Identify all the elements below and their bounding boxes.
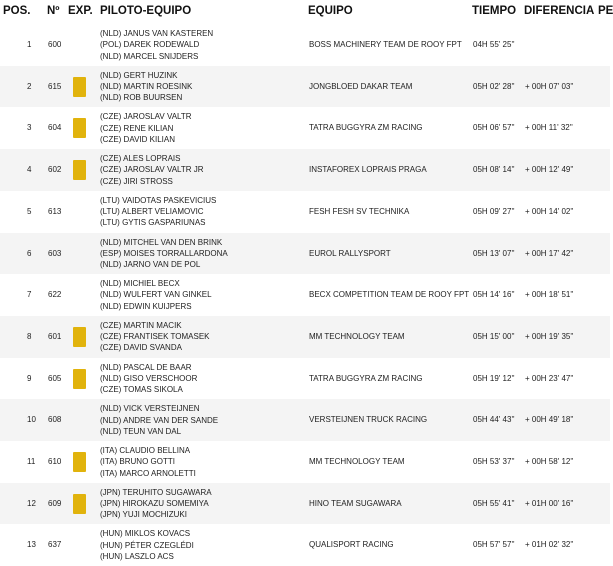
pilot-name: (CZE) TOMAS SIKOLA — [100, 385, 183, 395]
difference-cell: + 01H 02' 32'' — [525, 540, 574, 550]
pilot-name: (CZE) JAROSLAV VALTR — [100, 112, 192, 122]
pilot-name: (CZE) DAVID KILIAN — [100, 134, 175, 144]
pilot-name: (CZE) MARTIN MACIK — [100, 320, 182, 330]
table-row — [0, 399, 610, 441]
position-cell: 9 — [27, 373, 32, 383]
team-cell: TATRA BUGGYRA ZM RACING — [309, 123, 423, 133]
pilot-name: (CZE) JIRI STROSS — [100, 176, 173, 186]
pilot-name: (ESP) MOISES TORRALLARDONA — [100, 248, 228, 258]
number-cell: 601 — [48, 331, 62, 341]
pilot-name: (NLD) PASCAL DE BAAR — [100, 362, 192, 372]
header-exp: EXP. — [68, 5, 93, 17]
pilot-name: (NLD) GISO VERSCHOOR — [100, 373, 198, 383]
header-diff: DIFERENCIA — [524, 5, 595, 17]
difference-cell: + 00H 07' 03'' — [525, 81, 574, 91]
team-cell: FESH FESH SV TECHNIKA — [309, 206, 410, 216]
pilot-name: (NLD) ROB BUURSEN — [100, 93, 183, 103]
time-cell: 05H 44' 43'' — [473, 415, 515, 425]
pilot-name: (NLD) ANDRE VAN DER SANDE — [100, 415, 219, 425]
position-cell: 12 — [27, 498, 36, 508]
team-cell: HINO TEAM SUGAWARA — [309, 498, 402, 508]
pilot-name: (LTU) ALBERT VELIAMOVIC — [100, 207, 204, 217]
table-row — [0, 233, 610, 275]
pilot-name: (NLD) JARNO VAN DE POL — [100, 260, 201, 270]
table-row — [0, 191, 610, 233]
pilot-list — [100, 445, 196, 479]
pilot-name: (CZE) FRANTISEK TOMASEK — [100, 332, 210, 342]
pilot-name: (NLD) WULFERT VAN GINKEL — [100, 290, 212, 300]
number-cell: 604 — [48, 123, 62, 133]
time-cell: 05H 08' 14'' — [473, 165, 515, 175]
header-num: Nº — [47, 5, 60, 17]
time-cell: 05H 53' 37'' — [473, 457, 515, 466]
experience-badge-icon — [73, 77, 86, 97]
difference-cell: + 00H 12' 49'' — [525, 165, 574, 175]
pilot-name: (NLD) MITCHEL VAN DEN BRINK — [100, 237, 223, 247]
position-cell: 3 — [27, 123, 32, 133]
difference-cell: + 00H 18' 51'' — [525, 290, 574, 300]
team-cell: BECX COMPETITION TEAM DE ROOY FPT — [309, 290, 470, 300]
position-cell: 4 — [27, 165, 32, 175]
number-cell: 615 — [48, 81, 62, 91]
pilot-name: (ITA) CLAUDIO BELLINA — [100, 446, 191, 455]
pilot-list — [100, 70, 192, 104]
pilot-list — [100, 320, 210, 354]
time-cell: 05H 14' 16'' — [473, 290, 515, 300]
position-cell: 8 — [27, 331, 32, 341]
pilot-list — [100, 28, 213, 62]
table-row — [0, 358, 610, 400]
time-cell: 05H 15' 00'' — [473, 331, 515, 341]
pilot-name: (CZE) RENE KILIAN — [100, 123, 174, 133]
team-cell: INSTAFOREX LOPRAIS PRAGA — [309, 165, 427, 175]
table-row — [0, 274, 610, 316]
table-row — [0, 24, 610, 66]
difference-cell: + 00H 58' 12'' — [525, 457, 574, 466]
table-row — [0, 524, 610, 566]
pilot-list — [100, 403, 218, 437]
number-cell: 637 — [48, 540, 62, 550]
number-cell: 608 — [48, 415, 62, 425]
difference-cell: + 00H 23' 47'' — [525, 373, 574, 383]
team-cell: TATRA BUGGYRA ZM RACING — [309, 373, 423, 383]
table-header — [0, 0, 613, 22]
pilot-name: (ITA) MARCO ARNOLETTI — [100, 468, 196, 478]
table-row — [0, 483, 610, 525]
team-cell: BOSS MACHINERY TEAM DE ROOY FPT — [309, 40, 462, 49]
pilot-name: (NLD) TEUN VAN DAL — [100, 426, 182, 436]
number-cell: 603 — [48, 248, 62, 258]
pilot-name: (HUN) PÉTER CZEGLÉDI — [100, 540, 194, 550]
position-cell: 11 — [27, 457, 36, 466]
difference-cell: + 01H 00' 16'' — [525, 498, 574, 508]
table-row — [0, 66, 610, 108]
pilot-name: (CZE) JAROSLAV VALTR JR — [100, 165, 204, 175]
pilot-list — [100, 237, 228, 271]
number-cell: 600 — [48, 40, 62, 49]
header-team: EQUIPO — [308, 5, 353, 17]
time-cell: 05H 57' 57'' — [473, 540, 515, 550]
pilot-name: (LTU) GYTIS GASPARIUNAS — [100, 218, 206, 228]
pilot-name: (CZE) DAVID SVANDA — [100, 343, 182, 353]
time-cell: 05H 55' 41'' — [473, 498, 515, 508]
position-cell: 10 — [27, 415, 36, 425]
number-cell: 609 — [48, 498, 62, 508]
position-cell: 13 — [27, 540, 36, 550]
pilot-name: (POL) DAREK RODEWALD — [100, 40, 200, 50]
pilot-name: (NLD) MARTIN ROESINK — [100, 81, 193, 91]
table-row — [0, 107, 610, 149]
experience-badge-icon — [73, 327, 86, 347]
pilot-name: (LTU) VAIDOTAS PASKEVICIUS — [100, 195, 217, 205]
pilot-name: (NLD) VICK VERSTEIJNEN — [100, 404, 200, 414]
position-cell: 5 — [27, 206, 32, 216]
position-cell: 2 — [27, 81, 32, 91]
pilot-name: (NLD) GERT HUZINK — [100, 70, 178, 80]
pilot-name: (NLD) MICHIEL BECX — [100, 279, 180, 289]
experience-badge-icon — [73, 160, 86, 180]
pilot-name: (CZE) ALES LOPRAIS — [100, 154, 181, 164]
experience-badge-icon — [73, 118, 86, 138]
header-extra: PE — [598, 5, 613, 17]
pilot-name: (JPN) TERUHITO SUGAWARA — [100, 487, 212, 497]
difference-cell: + 00H 11' 32'' — [525, 123, 573, 133]
number-cell: 605 — [48, 373, 62, 383]
time-cell: 05H 19' 12'' — [473, 373, 515, 383]
position-cell: 6 — [27, 248, 32, 258]
experience-badge-icon — [73, 452, 86, 472]
difference-cell: + 00H 19' 35'' — [525, 331, 574, 341]
header-time: TIEMPO — [472, 5, 517, 17]
table-row — [0, 441, 610, 483]
difference-cell: + 00H 49' 18'' — [525, 415, 574, 425]
header-pilot: PILOTO-EQUIPO — [100, 5, 192, 17]
pilot-name: (JPN) HIROKAZU SOMEMIYA — [100, 498, 209, 508]
number-cell: 610 — [48, 457, 62, 466]
experience-badge-icon — [73, 369, 86, 389]
number-cell: 613 — [48, 206, 62, 216]
pilot-list — [100, 195, 216, 229]
table-row — [0, 316, 610, 358]
pilot-name: (JPN) YUJI MOCHIZUKI — [100, 510, 187, 520]
team-cell: MM TECHNOLOGY TEAM — [309, 457, 405, 466]
pilot-list — [100, 278, 212, 312]
experience-badge-icon — [73, 494, 86, 514]
team-cell: MM TECHNOLOGY TEAM — [309, 331, 405, 341]
pilot-name: (ITA) BRUNO GOTTI — [100, 457, 175, 467]
time-cell: 05H 06' 57'' — [473, 123, 515, 133]
position-cell: 7 — [27, 290, 32, 300]
number-cell: 602 — [48, 165, 62, 175]
pilot-name: (NLD) JANUS VAN KASTEREN — [100, 29, 214, 38]
header-pos: POS. — [3, 5, 31, 17]
pilot-name: (NLD) EDWIN KUIJPERS — [100, 301, 192, 311]
team-cell: VERSTEIJNEN TRUCK RACING — [309, 415, 428, 425]
pilot-name: (HUN) MIKLOS KOVACS — [100, 529, 191, 539]
table-row — [0, 149, 610, 191]
pilot-list — [100, 528, 194, 562]
pilot-list — [100, 487, 212, 521]
team-cell: EUROL RALLYSPORT — [309, 248, 391, 258]
pilot-list — [100, 153, 204, 187]
time-cell: 04H 55' 25'' — [473, 40, 515, 49]
position-cell: 1 — [27, 40, 32, 49]
pilot-list — [100, 111, 192, 145]
time-cell: 05H 13' 07'' — [473, 248, 515, 258]
time-cell: 05H 09' 27'' — [473, 206, 515, 216]
team-cell: JONGBLOED DAKAR TEAM — [309, 81, 413, 91]
number-cell: 622 — [48, 290, 62, 300]
time-cell: 05H 02' 28'' — [473, 81, 515, 91]
difference-cell: + 00H 17' 42'' — [525, 248, 574, 258]
pilot-list — [100, 362, 197, 396]
difference-cell: + 00H 14' 02'' — [525, 206, 574, 216]
pilot-name: (NLD) MARCEL SNIJDERS — [100, 51, 199, 61]
team-cell: QUALISPORT RACING — [309, 540, 394, 550]
pilot-name: (HUN) LASZLO ACS — [100, 551, 174, 561]
